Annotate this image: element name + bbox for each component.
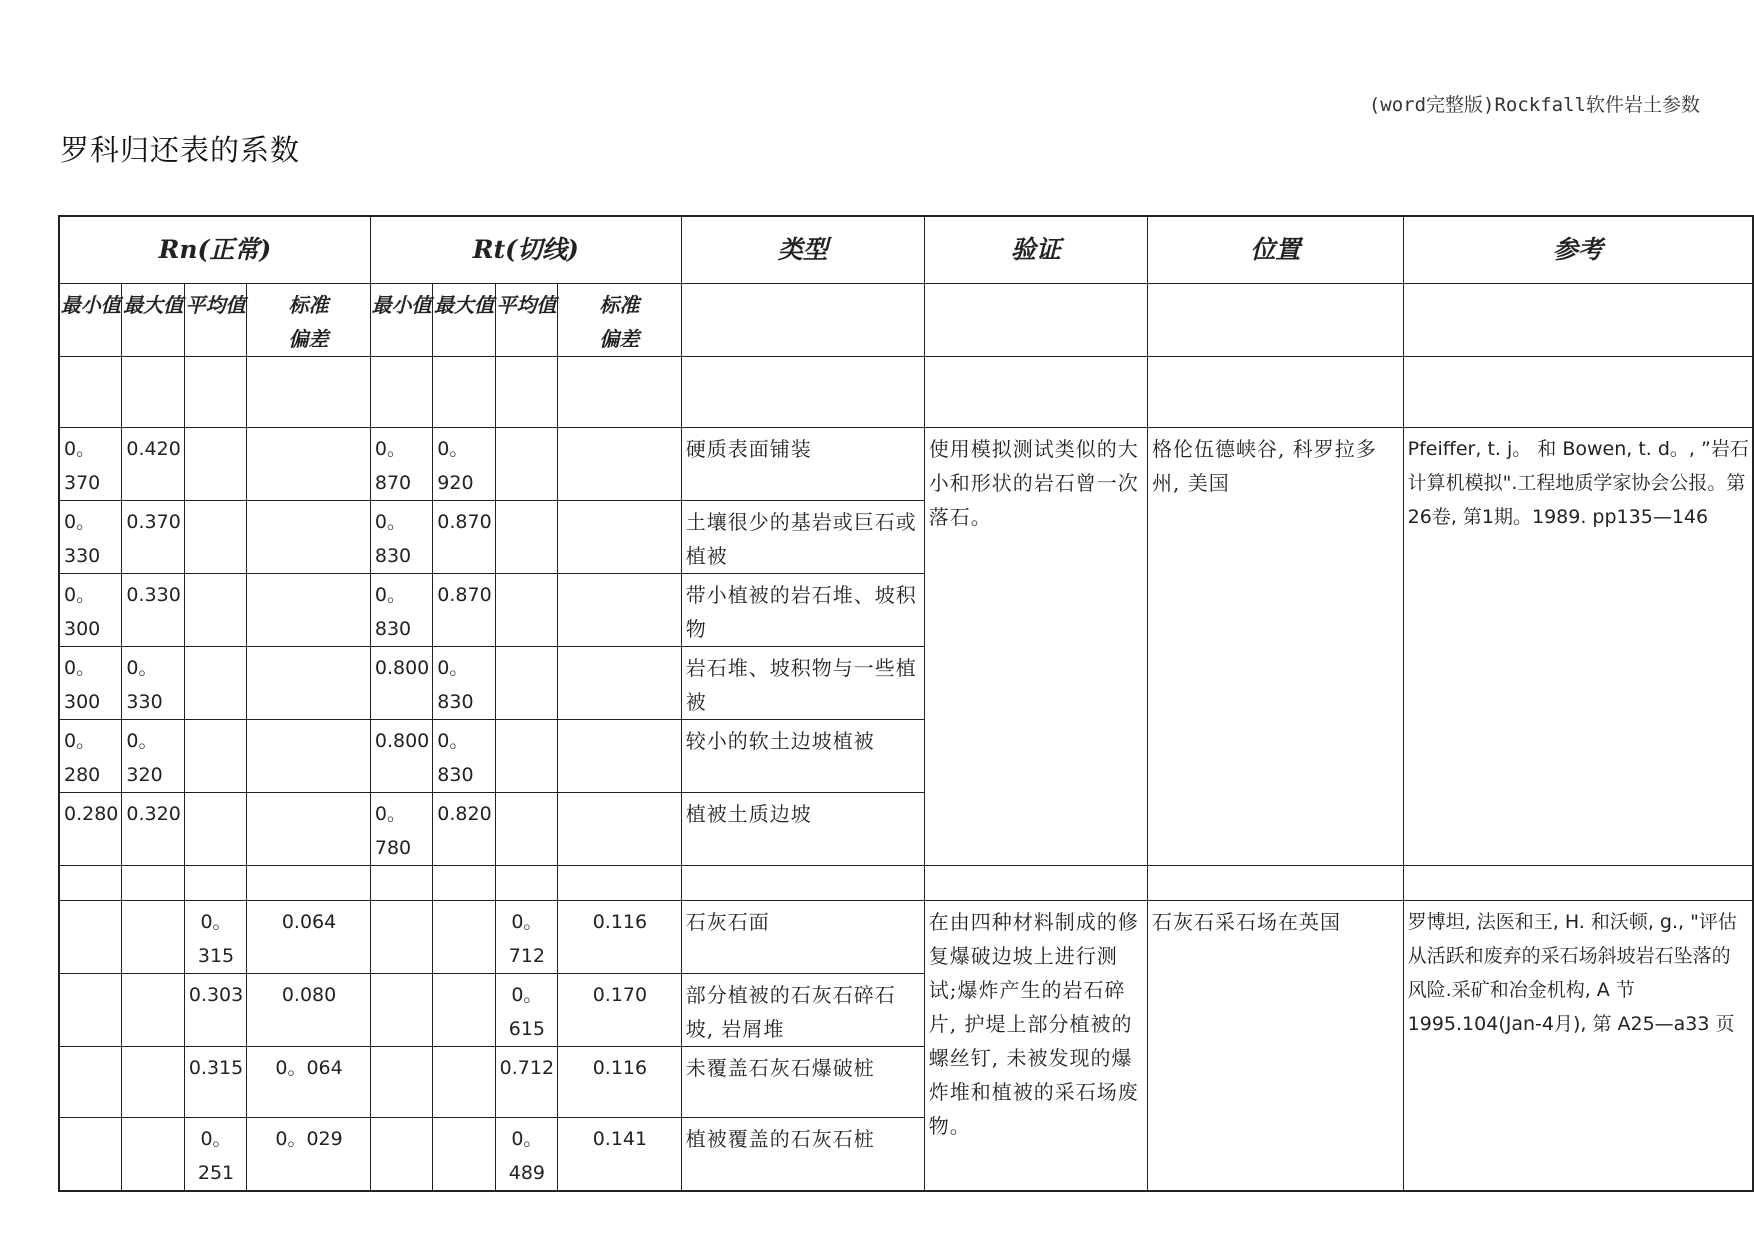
rt-max-cell: 0。830 xyxy=(433,720,495,793)
rn-max-cell: 0。320 xyxy=(122,720,184,793)
rn-avg-cell: 0。315 xyxy=(184,901,246,974)
rn-min-cell: 0.280 xyxy=(59,793,122,866)
rn-min-cell: 0。370 xyxy=(59,428,122,501)
type-cell: 部分植被的石灰石碎石坡, 岩屑堆 xyxy=(681,974,924,1047)
rt-std-cell: 0.116 xyxy=(558,1047,682,1118)
rt-min-cell: 0.800 xyxy=(370,720,432,793)
rn-std-cell: 0.080 xyxy=(247,974,371,1047)
rt-std-cell: 0.170 xyxy=(558,974,682,1047)
rn-max-cell: 0.330 xyxy=(122,574,184,647)
rt-max-cell: 0.870 xyxy=(433,501,495,574)
rt-avg-cell: 0。615 xyxy=(495,974,557,1047)
type-header: 类型 xyxy=(681,216,924,284)
rt-std-subheader: 标准偏差 xyxy=(558,284,682,357)
coefficients-table xyxy=(58,215,1754,1192)
rt-header: Rt(切线) xyxy=(370,216,681,284)
location-cell: 石灰石采石场在英国 xyxy=(1148,901,1404,1192)
table-row xyxy=(59,428,1753,501)
type-cell: 带小植被的岩石堆、坡积物 xyxy=(681,574,924,647)
rn-std-subheader: 标准偏差 xyxy=(247,284,371,357)
rt-max-cell: 0。830 xyxy=(433,647,495,720)
rn-min-cell: 0。300 xyxy=(59,647,122,720)
rt-avg-cell: 0。712 xyxy=(495,901,557,974)
header-note: (word完整版)Rockfall软件岩土参数 xyxy=(1368,94,1700,116)
validation-cell: 使用模拟测试类似的大小和形状的岩石曾一次落石。 xyxy=(924,428,1147,866)
reference-header: 参考 xyxy=(1403,216,1753,284)
rn-avg-cell: 0.303 xyxy=(184,974,246,1047)
reference-cell: Pfeiffer, t. j。 和 Bowen, t. d。, ”岩石计算机模拟".工程地质学家协会公报。第26卷, 第1期。1989. pp135—146 xyxy=(1403,428,1753,866)
rt-max-cell: 0.820 xyxy=(433,793,495,866)
rn-min-cell: 0。330 xyxy=(59,501,122,574)
rn-max-cell: 0.370 xyxy=(122,501,184,574)
rt-min-cell: 0。780 xyxy=(370,793,432,866)
rt-min-subheader: 最小值 xyxy=(370,284,432,357)
type-cell: 岩石堆、坡积物与一些植被 xyxy=(681,647,924,720)
page-title: 罗科归还表的系数 xyxy=(60,133,301,167)
type-cell: 植被土质边坡 xyxy=(681,793,924,866)
header-row xyxy=(59,216,1753,284)
rt-min-cell: 0。870 xyxy=(370,428,432,501)
rn-min-cell: 0。300 xyxy=(59,574,122,647)
rn-std-cell: 0.064 xyxy=(247,901,371,974)
rn-avg-cell: 0.315 xyxy=(184,1047,246,1118)
rn-header: Rn(正常) xyxy=(59,216,370,284)
rt-avg-cell: 0.712 xyxy=(495,1047,557,1118)
rn-min-cell: 0。280 xyxy=(59,720,122,793)
rt-max-subheader: 最大值 xyxy=(433,284,495,357)
rt-min-cell: 0。830 xyxy=(370,501,432,574)
validation-header: 验证 xyxy=(924,216,1147,284)
rn-std-cell: 0。064 xyxy=(247,1047,371,1118)
rn-max-cell: 0.420 xyxy=(122,428,184,501)
validation-cell: 在由四种材料制成的修复爆破边坡上进行测试;爆炸产生的岩石碎片, 护堤上部分植被的螺丝钉, 未被发现的爆炸堆和植被的采石场废物。 xyxy=(924,901,1147,1192)
rt-min-cell: 0.800 xyxy=(370,647,432,720)
rn-max-cell: 0.320 xyxy=(122,793,184,866)
table-row xyxy=(59,901,1753,974)
type-cell: 土壤很少的基岩或巨石或植被 xyxy=(681,501,924,574)
rn-max-subheader: 最大值 xyxy=(122,284,184,357)
spacer-row xyxy=(59,866,1753,901)
rt-avg-cell: 0。489 xyxy=(495,1118,557,1192)
subheader-row xyxy=(59,284,1753,357)
location-header: 位置 xyxy=(1148,216,1404,284)
rn-avg-subheader: 平均值 xyxy=(184,284,246,357)
rn-std-cell: 0。029 xyxy=(247,1118,371,1192)
rt-std-cell: 0.116 xyxy=(558,901,682,974)
type-cell: 较小的软土边坡植被 xyxy=(681,720,924,793)
type-cell: 石灰石面 xyxy=(681,901,924,974)
rn-max-cell: 0。330 xyxy=(122,647,184,720)
type-cell: 硬质表面铺装 xyxy=(681,428,924,501)
rt-avg-subheader: 平均值 xyxy=(495,284,557,357)
type-cell: 植被覆盖的石灰石桩 xyxy=(681,1118,924,1192)
rn-avg-cell: 0。251 xyxy=(184,1118,246,1192)
rt-min-cell: 0。830 xyxy=(370,574,432,647)
rt-max-cell: 0.870 xyxy=(433,574,495,647)
reference-cell: 罗博坦, 法医和王, H. 和沃顿, g., "评估从活跃和废弃的采石场斜坡岩石坠落的风险.采矿和冶金机构, A 节 1995.104(Jan-4月), 第 A25—a33 页 xyxy=(1403,901,1753,1192)
location-cell: 格伦伍德峡谷, 科罗拉多州, 美国 xyxy=(1148,428,1404,866)
rt-max-cell: 0。920 xyxy=(433,428,495,501)
type-cell: 未覆盖石灰石爆破桩 xyxy=(681,1047,924,1118)
rn-min-subheader: 最小值 xyxy=(59,284,122,357)
rt-std-cell: 0.141 xyxy=(558,1118,682,1192)
blank-row xyxy=(59,357,1753,428)
